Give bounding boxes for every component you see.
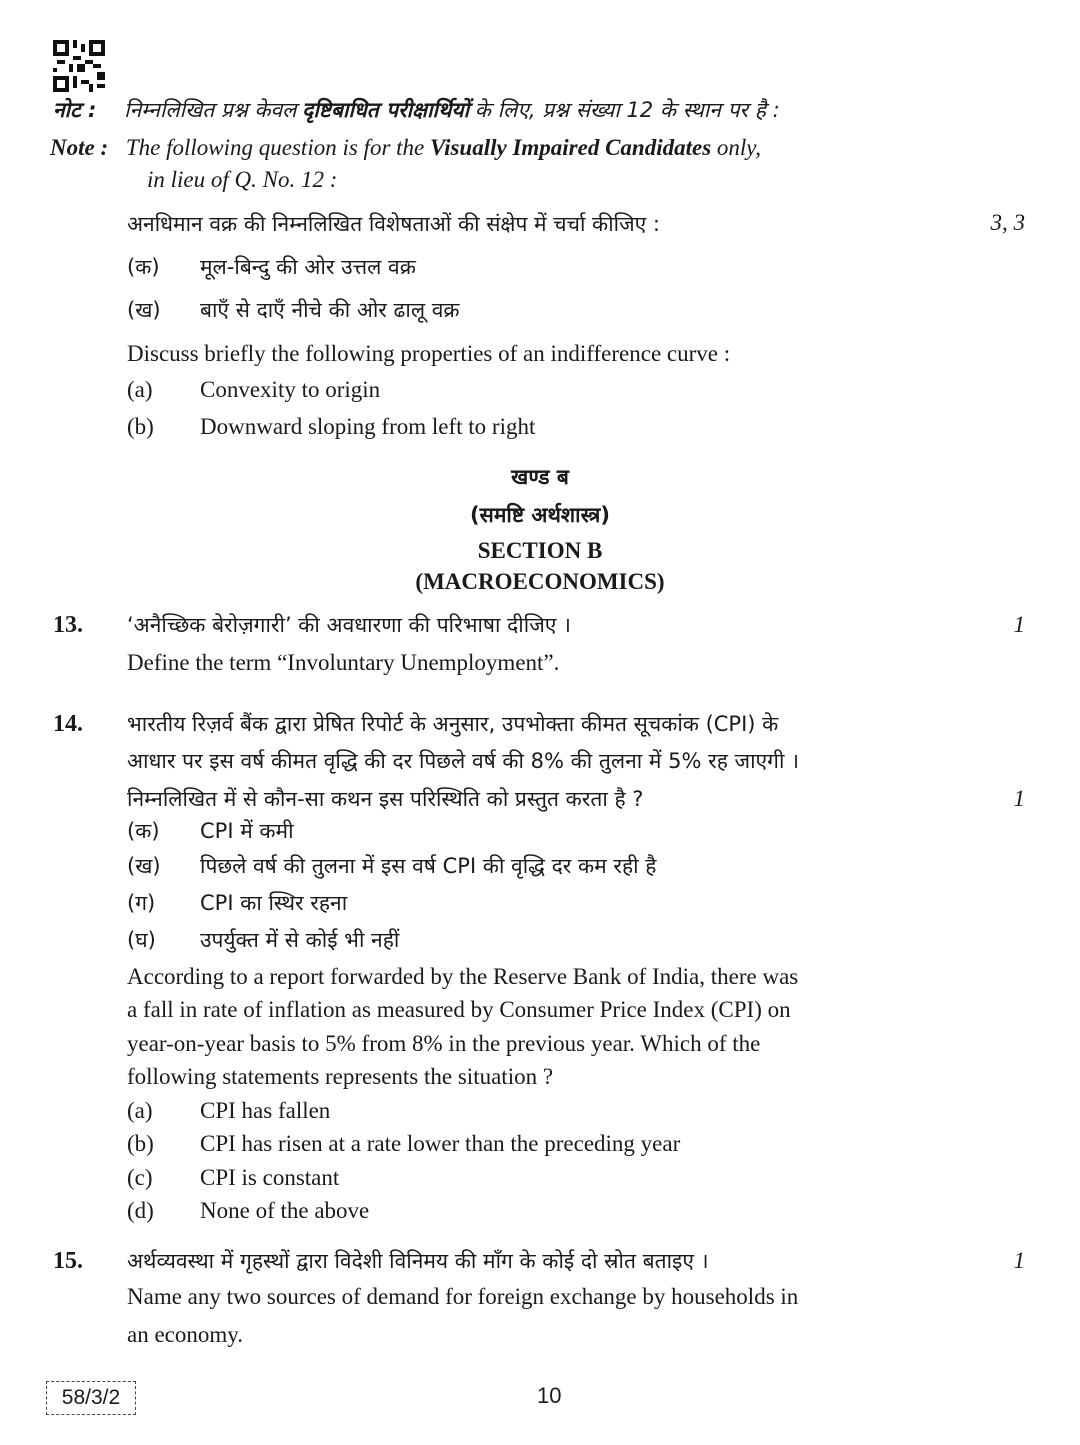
q15-en-line: an economy. xyxy=(127,1322,244,1347)
section-hi-title: खण्ड ब xyxy=(511,465,569,489)
q13-number: 13. xyxy=(53,612,83,638)
q15-en-line: Name any two sources of demand for foreign exchange by households in xyxy=(127,1284,799,1309)
q14-en-option-text: CPI has risen at a rate lower than the preceding year xyxy=(200,1131,681,1156)
q15-marks: 1 xyxy=(1013,1248,1025,1273)
note-en-post: only, xyxy=(716,135,761,160)
q14-hi-option-label: (ग) xyxy=(127,891,156,915)
q14-hi-option-label: (घ) xyxy=(127,928,156,952)
q12-alt-en-text: Discuss briefly the following properties of an indifference curve : xyxy=(127,341,731,366)
q14-hi-option-text: CPI में कमी xyxy=(200,819,294,843)
q14-number: 14. xyxy=(53,711,83,737)
q14-en-option-text: None of the above xyxy=(200,1198,370,1223)
q12-alt-marks: 3, 3 xyxy=(990,210,1025,235)
q15-number: 15. xyxy=(53,1248,83,1274)
note-en-label: Note : xyxy=(50,135,109,160)
note-en-bold: Visually Impaired Candidates xyxy=(430,135,712,160)
q14-hi-line: भारतीय रिज़र्व बैंक द्वारा प्रेषित रिपोर्ट के अनुसार, उपभोक्ता कीमत सूचकांक (CPI) के xyxy=(127,712,779,736)
paper-code: 58/3/2 xyxy=(46,1381,136,1415)
q14-hi-line: आधार पर इस वर्ष कीमत वृद्धि की दर पिछले वर्ष की 8% की तुलना में 5% रह जाएगी । xyxy=(127,749,800,773)
q14-hi-option-label: (ख) xyxy=(127,854,161,878)
qr-code xyxy=(53,40,105,92)
q14-marks: 1 xyxy=(1013,786,1025,811)
q14-en-line: a fall in rate of inflation as measured by Consumer Price Index (CPI) on xyxy=(127,997,791,1022)
q12-alt-hi-text: अनधिमान वक्र की निम्नलिखित विशेषताओं की संक्षेप में चर्चा कीजिए : xyxy=(127,212,661,236)
section-en-title: SECTION B xyxy=(477,538,603,563)
q14-hi-option-text: पिछले वर्ष की तुलना में इस वर्ष CPI की वृद्धि दर कम रही है xyxy=(200,854,657,878)
q12-alt-hi-option-text: बाएँ से दाएँ नीचे की ओर ढालू वक्र xyxy=(200,298,460,322)
section-hi-sub: (समष्टि अर्थशास्त्र) xyxy=(470,503,610,527)
note-hi xyxy=(53,96,780,124)
note-hi-pre: निम्नलिखित प्रश्न केवल xyxy=(124,98,297,122)
q14-en-line: year-on-year basis to 5% from 8% in the previous year. Which of the xyxy=(127,1031,761,1056)
q15-hi-text: अर्थव्यवस्था में गृहस्थों द्वारा विदेशी विनिमय की माँग के कोई दो स्रोत बताइए । xyxy=(127,1249,709,1273)
note-en-line2: in lieu of Q. No. 12 : xyxy=(147,167,338,192)
q14-hi-line: निम्नलिखित में से कौन-सा कथन इस परिस्थिति को प्रस्तुत करता है ? xyxy=(127,787,644,811)
q14-en-option-label: (b) xyxy=(127,1131,154,1156)
note-hi-bold: दृष्टिबाधित परीक्षार्थियों xyxy=(302,98,470,122)
q14-hi-option-text: CPI का स्थिर रहना xyxy=(200,891,348,915)
q13-hi-text: ‘अनैच्छिक बेरोज़गारी’ की अवधारणा की परिभाषा दीजिए । xyxy=(127,613,572,637)
q14-en-option-text: CPI is constant xyxy=(200,1165,340,1190)
note-hi-post: के लिए, प्रश्न संख्या 12 के स्थान पर है : xyxy=(474,98,780,122)
q12-alt-hi-option-text: मूल-बिन्दु की ओर उत्तल वक्र xyxy=(200,255,416,279)
q14-hi-option-label: (क) xyxy=(127,819,160,843)
note-en xyxy=(50,135,761,161)
section-en-sub: (MACROECONOMICS) xyxy=(415,569,665,594)
q14-en-line: According to a report forwarded by the Reserve Bank of India, there was xyxy=(127,964,799,989)
q12-alt-en-option-text: Convexity to origin xyxy=(200,377,381,402)
q14-en-line: following statements represents the situation ? xyxy=(127,1064,554,1089)
q12-alt-hi-option-label: (क) xyxy=(127,255,160,279)
note-hi-label: नोट : xyxy=(53,98,97,122)
q12-alt-hi-option-label: (ख) xyxy=(127,298,161,322)
q14-en-option-text: CPI has fallen xyxy=(200,1098,331,1123)
page-number: 10 xyxy=(537,1383,562,1408)
q12-alt-en-option-text: Downward sloping from left to right xyxy=(200,414,536,439)
q14-en-option-label: (a) xyxy=(127,1098,153,1123)
note-en-pre: The following question is for the xyxy=(125,135,425,160)
q12-alt-en-option-label: (b) xyxy=(127,414,154,439)
q14-en-option-label: (c) xyxy=(127,1165,153,1190)
q14-en-option-label: (d) xyxy=(127,1198,154,1223)
q14-hi-option-text: उपर्युक्त में से कोई भी नहीं xyxy=(200,928,400,952)
q13-marks: 1 xyxy=(1013,612,1025,637)
q13-en-text: Define the term “Involuntary Unemployment”. xyxy=(127,650,560,675)
q12-alt-en-option-label: (a) xyxy=(127,377,153,402)
